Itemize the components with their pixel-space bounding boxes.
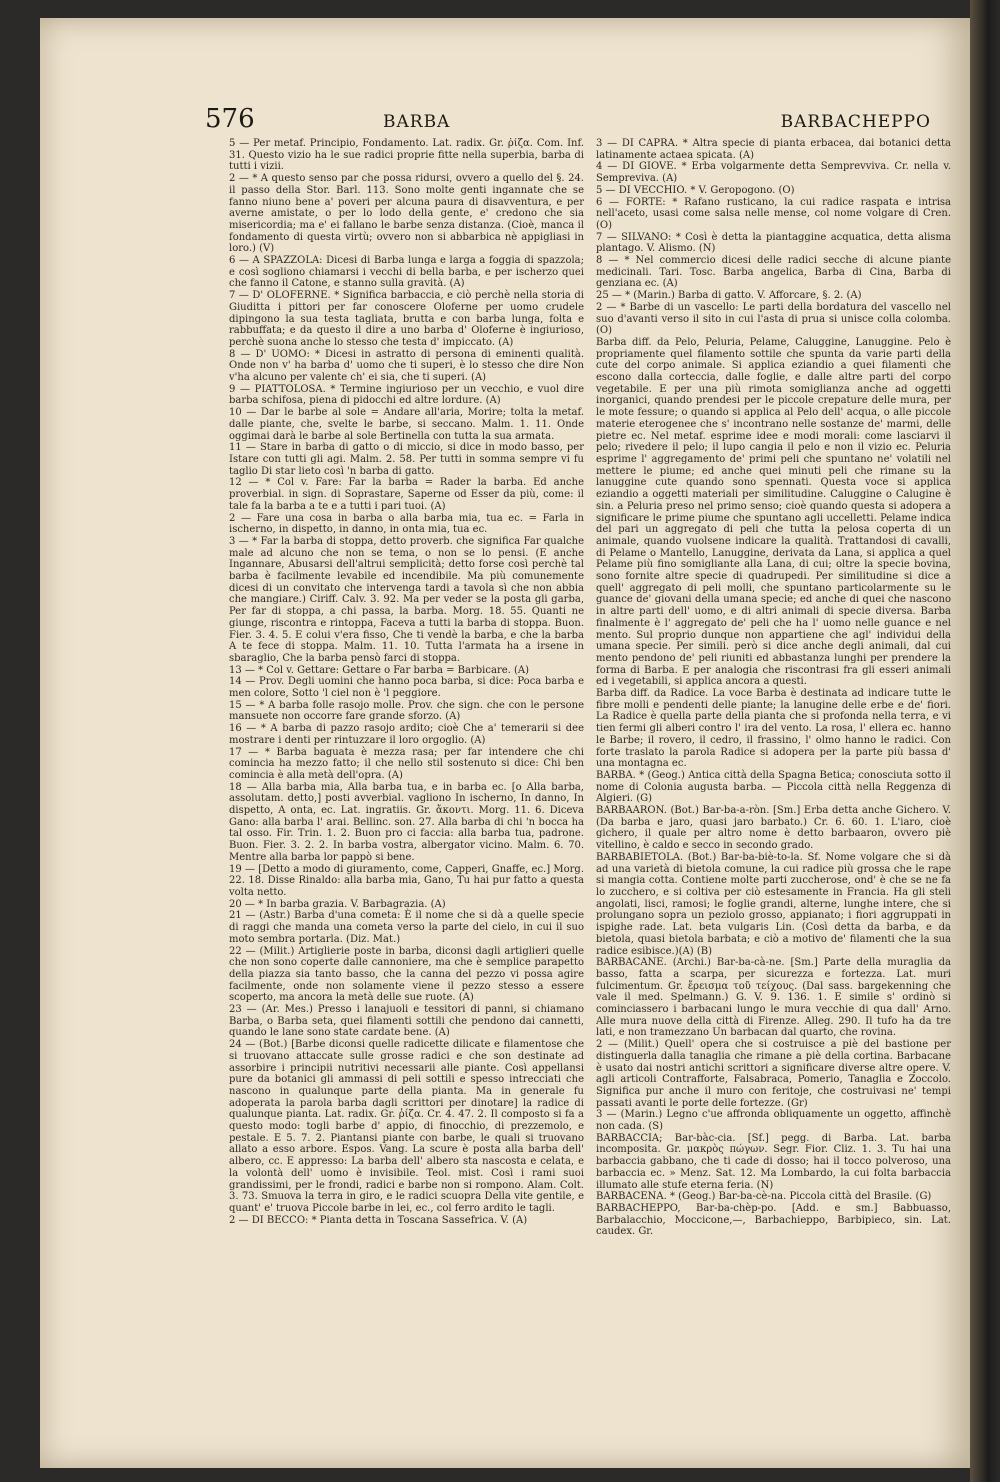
dictionary-entry: BARBACHEPPO, Bar-ba-chèp-po. [Add. e sm.] Babbuasso, Barbalacchio, Moccicone,—, Barbachieppo, Barbipieco, sin. Lat. caudex. Gr. bbox=[596, 1202, 951, 1238]
page-number: 576 bbox=[205, 104, 255, 134]
dictionary-entry: BARBABIETOLA. (Bot.) Bar-ba-biè-to-la. Sf. Nome volgare che si dà ad una varietà di bietola comune, la cui radice più grossa che le rape si mangia cotta. Contiene molte parti zuccherose, ond' è che se ne fa lo zucchero, e si coltiva per ciò estesamente in Francia. Ha gli steli angolati, lisci, ramosi; le foglie grandi, alterne, lunghe intere, che si prolungano sopra un peziolo grosso, appianato; i fiori aggruppati in ispighe rade. Lat. beta vulgaris Lin. (Così detta da barba, e da bietola, quasi bietola barbata; e ciò a motivo de' filamenti che la sua radice esibisce.)(A) (B) bbox=[596, 851, 951, 957]
dictionary-entry: BARBACCIA; Bar-bàc-cia. [Sf.] pegg. di Barba. Lat. barba incomposita. Gr. μακρὸς πώγων. Segr. Fior. Cliz. 1. 3. Tu hai una barbaccia gabbano, che ti cade di dosso; hai il tocco polveroso, una barbaccia ec. » Menz. Sat. 12. Ma Lombardo, la cui folta barbaccia illumato alle stufe eterna feria. (N) bbox=[596, 1132, 951, 1191]
book-binding-edge bbox=[970, 0, 1000, 1482]
dictionary-entry: 2 — (Milit.) Quell' opera che si costruisce a piè del bastione per distinguerla dalla tanaglia che rimane a piè della cortina. Barbacane è usato dai nostri antichi scrittori a significare diverse altre opere. V. agli articoli Contrafforte, Falsabraca, Pomerio, Tanaglia e Zoccolo. Significa pur anche il muro con feritoje, che costruivasi ne' tempi passati avanti le porte delle fortezze. (Gr) bbox=[596, 1039, 951, 1109]
dictionary-entry: Barba diff. da Radice. La voce Barba è destinata ad indicare tutte le fibre molli e pendenti delle piante; la lanugine delle erbe e de' fiori. La Radice è quella parte della pianta che si profonda nella terra, e vi tien fermi gli alberi contro l' ira del vento. La rosa, l' ellera ec. hanno le Barbe; il rovero, il cedro, il frassino, l' olmo hanno le radici. Con forte traslato la parola Radice si adopera per la parte più bassa d' una montagna ec. bbox=[596, 688, 951, 770]
dictionary-entry: 25 — * (Marin.) Barba di gatto. V. Afforcare, §. 2. (A) bbox=[596, 290, 862, 302]
dictionary-entry: BARBA. * (Geog.) Antica città della Spagna Betica; conosciuta sotto il nome di Colonia augusta barba. — Piccola città nella Reggenza di Algieri. (G) bbox=[596, 769, 951, 805]
dictionary-entry: 18 — Alla barba mia, Alla barba tua, e in barba ec. [o Alla barba, assolutam. detto,] posti avverbial. vagliono In ischerno, In danno, In dispetto, A onta, ec. Lat. ingratiis. Gr. ἄκοντι. Morg. 11. 6. Diceva Gano: alla barba l' arai. Bellinc. son. 27. Alla barba di chi 'n bocca ha tal osso. Fir. Trin. 1. 2. Buon pro ci faccia: alla barba tua, padrone. Buon. Fier. 3. 2. 2. In barba vostra, albergator vicino. Malm. 6. 70. Mentre alla barba lor pappò si bene. bbox=[229, 781, 584, 863]
dictionary-entry: 2 — Fare una cosa in barba o alla barba mia, tua ec. = Farla in ischerno, in dispetto, in danno, in onta mia, tua ec. bbox=[229, 512, 584, 536]
dictionary-entry: 3 — DI CAPRA. * Altra specie di pianta erbacea, dai botanici detta latinamente actaea spicata. (A) bbox=[596, 138, 951, 161]
dictionary-entry: BARBAARON. (Bot.) Bar-ba-a-ròn. [Sm.] Erba detta anche Gichero. V. (Da barba e jaro, quasi jaro barbato.) Cr. 6. 60. 1. L'iaro, cioè gichero, il quale per altro nome è detto barbaaron, ovvero piè vitellino, è caldo e secco in secondo grado. bbox=[596, 805, 951, 852]
dictionary-entry: 3 — * Far la barba di stoppa, detto proverb. che significa Far qualche male ad alcuno che non se tema, o non se lo pensi. (E anche Ingannare, Abusarsi dell'altrui semplicità; detto forse così perchè tal barba è facilmente levabile ed incendibile. Ma più comunemente dicesi di un convitato che intervenga tardi a tavola sì che non abbia che mangiare.) Ciriff. Calv. 3. 92. Ma per veder se la posta gli garba, Per far di stoppa, a chi passa, la barba. Morg. 18. 55. Quanti ne giunge, riscontra e rintoppa, Faceva a tutti la barba di stoppa. Buon. Fier. 3. 4. 5. E colui v'era fisso, Che ti vendè la barba, e che la barba A te fece di stoppa. Malm. 11. 10. Tutta l'armata ha a irsene in sbaraglio, Che la barba pensò farci di stoppa. bbox=[229, 535, 584, 664]
left-column bbox=[229, 138, 584, 1448]
dictionary-entry: 2 — DI BECCO: * Pianta detta in Toscana Sassefrica. V. (A) bbox=[229, 1214, 528, 1226]
dictionary-entry: 7 — D' OLOFERNE. * Significa barbaccia, e ciò perchè nella storia di Giuditta i pittori per far conoscere Oloferne per uomo crudele dipingono la sua testa tagliata, brutta e con barba lunga, folta e rabbuffata; e da questo il dire a uno barba d' Oloferne è ingiurioso, perchè suona anche lo stesso che testa d' impiccato. (A) bbox=[229, 290, 584, 348]
dictionary-entry: 2 — * Barbe di un vascello: Le parti della bordatura del vascello nel suo d'avanti verso il sito in cui l'asta di prua si unisce colla colomba. (O) bbox=[596, 301, 951, 337]
dictionary-entry: 8 — * Nel commercio dicesi delle radici secche di alcune piante medicinali. Tari. Tosc. Barba angelica, Barba di Cina, Barba di genziana ec. (A) bbox=[596, 255, 951, 290]
dictionary-entry: 9 — PIATTOLOSA. * Termine ingiurioso per un vecchio, e vuol dire barba schifosa, piena di pidocchi ed altre lordure. (A) bbox=[229, 383, 584, 407]
dictionary-entry: 6 — A SPAZZOLA: Dicesi di Barba lunga e larga a foggia di spazzola; e così sogliono chiamarsi i vecchi di bella barba, e per ischerzo quei che fanno il Catone, e stanno sulla gravità. (A) bbox=[229, 255, 584, 290]
dictionary-entry: 24 — (Bot.) [Barbe diconsi quelle radicette dilicate e filamentose che si truovano attaccate sulle grosse radici e che son destinate ad assorbire i principii nutritivi necessarii alle piante. Così appellansi pure da botanici gli ammassi di peli sottili e spesso intrecciati che nascono in qualunque parte della pianta. Ma in generale fu adoperata la parola barba dagli scrittori per dinotare] la radice di qualunque pianta. Lat. radix. Gr. ῥίζα. Cr. 4. 47. 2. Il composto si fa a questo modo: togli barbe d' appio, di finocchio, di prezzemolo, e pestale. E 5. 7. 2. Piantansi piante con barbe, le quali si truovano allato a esso arbore. Espos. Vang. La scure è posta alla barba dell' albero, cc. E appresso: La barba dell' albero sta nascosta e celata, e la volontà dell' uomo è invisibile. Teol. mist. Così i rami suoi grandissimi, per le frondi, radici e barbe non si rompono. Alam. Colt. 3. 73. Smuova la terra in giro, e le radici scuopra Della vite gentile, e quant' e' truova Piccole barbe in lei, ec., col ferro ardito le tagli. bbox=[229, 1039, 584, 1214]
dictionary-entry: 23 — (Ar. Mes.) Presso i lanajuoli e tessitori di panni, si chiamano Barba, o Barba seta, quei filamenti sottili che pendono dai cannetti, quando le lane sono state cardate bene. (A) bbox=[229, 1004, 584, 1039]
dictionary-entry: 12 — * Col v. Fare: Far la barba = Rader la barba. Ed anche proverbial. in sign. di Soprastare, Saperne od Esser da più, come: il tale fa la barba a te e a tutti i pari tuoi. (A) bbox=[229, 477, 584, 512]
right-column bbox=[596, 138, 951, 1448]
dictionary-entry: 19 — [Detto a modo di giuramento, come, Capperi, Gnaffe, ec.] Morg. 22. 18. Disse Rinaldo: alla barba mia, Gano, Tu hai pur fatto a questa volta netto. bbox=[229, 863, 584, 898]
dictionary-entry: 8 — D' UOMO: * Dicesi in astratto di persona di eminenti qualità. Onde non v' ha barba d' uomo che ti superi, è lo stesso che dire Non v'ha alcuno per valente ch' ei sia, che ti superi. (A) bbox=[229, 348, 584, 384]
dictionary-entry: 22 — (Milit.) Artiglierie poste in barba, diconsi dagli artiglieri quelle che non sono coperte dalle cannoniere, ma che è semplice parapetto della piazza sia tanto basso, che la canna del pezzo vi possa agire facilmente, onde non solamente viene il pezzo stesso a essere scoperto, ma ancora la metà delle sue ruote. (A) bbox=[229, 945, 584, 1004]
dictionary-entry: 5 — Per metaf. Principio, Fondamento. Lat. radix. Gr. ῥίζα. Com. Inf. 31. Questo vizio ha le sue radici proprie fitte nella superbia, barba di tutti i vizii. bbox=[229, 138, 584, 173]
dictionary-entry: 5 — DI VECCHIO. * V. Geropogono. (O) bbox=[596, 184, 795, 196]
dictionary-entry: 21 — (Astr.) Barba d'una cometa: È il nome che si dà a quelle specie di raggi che manda una cometa verso la parte del cielo, in cui il suo moto sembra portarla. (Diz. Mat.) bbox=[229, 910, 584, 945]
dictionary-entry: Barba diff. da Pelo, Peluria, Pelame, Caluggine, Lanuggine. Pelo è propriamente quel filamento sottile che spunta da varie parti della cute del corpo animale. Si applica eziandio a quei filamenti che escono dalla corteccia, dalle foglie, e dalle altre parti del corpo vegetabile. E per una più rimota somiglianza anche ad oggetti inorganici, quando prendesi per le piccole crepature delle mura, per le mote fessure; o quando si applica al Pelo dell' acqua, o alle piccole materie eterogenee che s' incontrano nelle sostanze de' marmi, delle pietre ec. Nel metaf. esprime idee e modi morali: come lasciarvi il pelo; rivedere il pelo; il lupo cangia il pelo e non il vizio ec. Peluria esprime l' aggregamento de' primi peli che spuntano ne' volatili nel mettere le piume; ed anche quei minuti peli che rimane su la lanuggine cute quando sono spennati. Questa voce si applica eziandio a oggetti materiali per similitudine. Caluggine o Calugine è sin. a Peluria preso nel primo senso; cioè quando questa si adopera a significare le prime piume che spuntano agli uccelletti. Pelame indica del pari un aggregato di peli che tutta la pelosa coperta di un animale, quando vuolsene indicare la qualità. Trattandosi di cavalli, di Pelame o Mantello, Lanuggine, derivata da Lana, si applica a quel Pelame più fino somigliante alla Lana, di cui; oltre la specie bovina, sono fornite altre specie di quadrupedi. Per similitudine si dice a quell' aggregato di peli molli, che spuntano particolarmente su le guance de' giovani della umana specie; ed anche di quei che nascono in altre parti dell' uomo, e di altri animali di specie diversa. Barba finalmente è l' aggregato de' peli che ha l' uomo nelle guance e nel mento. Sul proprio dunque non appartiene che agl' individui della umana specie. Per simili. però si dice anche degli animali, dal cui mento pendono de' peli riuniti ed abbastanza lunghi per prendere la forma di Barba. E per analogia che riscontrasi fra gli esseri animali ed i vegetabili, si applica ancora a questi. bbox=[596, 336, 951, 688]
dictionary-entry: 3 — (Marin.) Legno c'ue affronda obliquamente un oggetto, affinchè non cada. (S) bbox=[596, 1109, 951, 1133]
right-running-head: BARBACHEPPO bbox=[780, 112, 931, 132]
dictionary-entry: 10 — Dar le barbe al sole = Andare all'aria, Morire; tolta la metaf. dalle piante, che, svelte le barbe, si seccano. Malm. 1. 11. Onde oggimai darà le barbe al sole Bertinella con tutta la sua armata. bbox=[229, 407, 584, 442]
dictionary-entry: 11 — Stare in barba di gatto o di miccio, si dice in modo basso, per Istare con tutti gli agi. Malm. 2. 58. Per tutti in somma sempre vi fu taglio Di star lieto così 'n barba di gatto. bbox=[229, 442, 584, 477]
dictionary-entry: 15 — * A barba folle rasojo molle. Prov. che sign. che con le persone mansuete non occorre fare grande sforzo. (A) bbox=[229, 699, 584, 723]
dictionary-entry: 14 — Prov. Degli uomini che hanno poca barba, si dice: Poca barba e men colore, Sotto 'l ciel non è 'l peggiore. bbox=[229, 676, 584, 700]
dictionary-entry: 4 — DI GIOVE. * Erba volgarmente detta Semprevviva. Cr. nella v. Sempreviva. (A) bbox=[596, 161, 951, 185]
dictionary-entry: BARBACENA. * (Geog.) Bar-ba-cè-na. Piccola città del Brasile. (G) bbox=[596, 1191, 932, 1203]
dictionary-entry: 20 — * In barba grazia. V. Barbagrazia. (A) bbox=[229, 898, 446, 910]
dictionary-entry: 13 — * Col v. Gettare: Gettare o Far barba = Barbicare. (A) bbox=[229, 664, 530, 676]
dictionary-entry: 16 — * A barba di pazzo rasojo ardito; cioè Che a' temerarii si dee mostrare i denti per rintuzzare il loro orgoglio. (A) bbox=[229, 723, 584, 746]
dictionary-entry: 2 — * A questo senso par che possa ridursi, ovvero a quello del §. 24. il passo della Stor. Barl. 113. Sono molte genti ingannate che se fanno niuno bene a' poveri per alcuna paura di disavventura, e per averne amistate, o per lo lodo della gente, e' credono che sia misericordia; ma e' ei fallano le barbe senza distanza. (Cioè, manca il fondamento di questa virtù; ovvero non si abbarbica nè appigliasi in loro.) (V) bbox=[229, 173, 584, 255]
dictionary-entry: 6 — FORTE: * Rafano rusticano, la cui radice raspata e intrisa nell'aceto, usasi come salsa nelle mense, col nome volgare di Cren. (O) bbox=[596, 196, 951, 231]
dictionary-entry: BARBACANE. (Archi.) Bar-ba-cà-ne. [Sm.] Parte della muraglia da basso, fatta a scarpa, per sicurezza e fortezza. Lat. muri fulcimentum. Gr. ἔρεισμα τοῦ τείχους. (Dal sass. bargekenning che vale il med. Spelmann.) G. V. 9. 136. 1. E simile s' ordinò si cominciassero i barbacani lungo le mura vecchie di qua dall' Arno. Alle mura nuove della città di Firenze. Alleg. 290. Il tufo ha da tre lati, e non tramezzano Un barbacan dal quarto, che rovina. bbox=[596, 957, 951, 1039]
dictionary-entry: 7 — SILVANO: * Così è detta la piantaggine acquatica, detta alisma plantago. V. Alismo. (N) bbox=[596, 231, 951, 255]
left-running-head: BARBA bbox=[383, 112, 451, 132]
dictionary-entry: 17 — * Barba baguata è mezza rasa; per far intendere che chi comincia ha mezzo fatto; il che nello stil sostenuto si dice: Chi ben comincia è alla metà dell'opra. (A) bbox=[229, 746, 584, 781]
page-header bbox=[205, 104, 945, 140]
